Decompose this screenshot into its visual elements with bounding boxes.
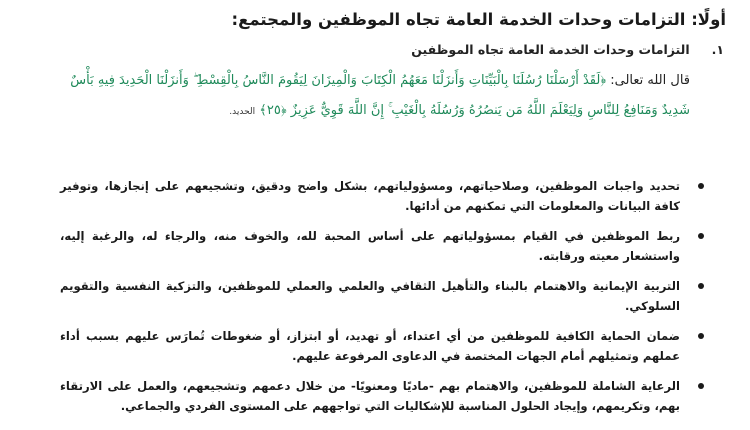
list-item-text: ضمان الحماية الكافية للموظفين من أي اعتداء، أو تهديد، أو ابتزاز، أو ضغوطات تُمارَس عليهم بسبب أداء عملهم وتمثيلهم أمام الجهات المختصة في الدعاوى المرفوعة عليهم. xyxy=(60,329,680,363)
subsection-title: التزامات وحدات الخدمة العامة تجاه الموظفين xyxy=(411,42,690,57)
list-item xyxy=(60,376,680,416)
quote-verse: ﴿لَقَدْ أَرْسَلْنَا رُسُلَنَا بِالْبَيِّنَاتِ وَأَنزَلْنَا مَعَهُمُ الْكِتَابَ وَالْمِيزَانَ لِيَقُومَ النَّاسُ بِالْقِسْطِ ۖ وَأَنزَلْنَا الْحَدِيدَ فِيهِ بَأْسٌ شَدِيدٌ وَمَنَافِعُ لِلنَّاسِ وَلِيَعْلَمَ اللَّهُ مَن يَنصُرُهُ وَرُسُلَهُ بِالْغَيْبِ ۚ إِنَّ اللَّهَ قَوِيٌّ عَزِيزٌ ﴿٢٥﴾ xyxy=(70,73,690,118)
list-item-text: ربط الموظفين في القيام بمسؤولياتهم على أساس المحبة لله، والخوف منه، والرجاء له، والرغبة إليه، واستشعار معيته ورقابته. xyxy=(60,229,680,263)
list-item-text: التربية الإيمانية والاهتمام بالبناء والتأهيل الثقافي والعلمي والعملي للموظفين، والتزكية النفسية والتقويم السلوكي. xyxy=(60,279,680,313)
list-item xyxy=(60,176,680,216)
obligations-list xyxy=(60,176,680,426)
bullet-dot-icon xyxy=(698,283,704,289)
bullet-dot-icon xyxy=(698,383,704,389)
subsection-heading xyxy=(244,42,724,57)
list-item xyxy=(60,326,680,366)
quote-reference: الحديد. xyxy=(229,107,256,117)
list-item xyxy=(60,276,680,316)
bullet-dot-icon xyxy=(698,183,704,189)
quote-intro: قال الله تعالى: xyxy=(606,73,690,88)
section-heading: أولًا: التزامات وحدات الخدمة العامة تجاه الموظفين والمجتمع: xyxy=(231,10,726,29)
list-item-text: الرعاية الشاملة للموظفين، والاهتمام بهم -ماديًا ومعنويًا- من خلال دعمهم وتشجيعهم، والعمل على الارتقاء بهم، وتكريمهم، وإيجاد الحلول المناسبة للإشكاليات التي تواجههم على المستوى الفردي والجماعي. xyxy=(60,379,680,413)
bullet-dot-icon xyxy=(698,333,704,339)
bullet-dot-icon xyxy=(698,233,704,239)
subsection-number: ١. xyxy=(711,42,724,57)
list-item xyxy=(60,226,680,266)
quran-quote xyxy=(60,66,690,127)
list-item-text: تحديد واجبات الموظفين، وصلاحياتهم، ومسؤولياتهم، بشكل واضح ودقيق، وتشجيعهم على إنجازها، وتوفير كافة البيانات والمعلومات التي تمكنهم من أدائها. xyxy=(60,179,680,213)
